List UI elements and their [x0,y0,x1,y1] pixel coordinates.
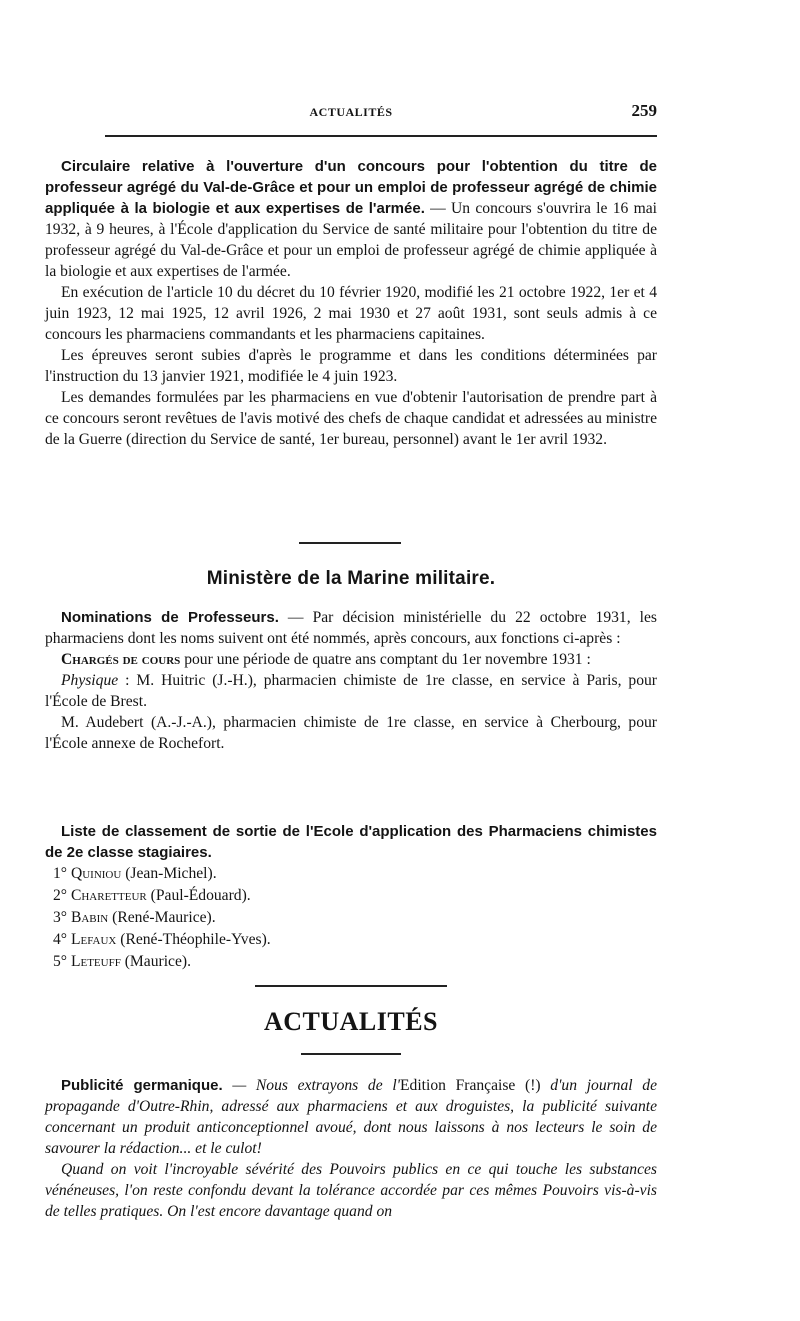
classement-list [53,863,271,973]
marine-section [45,607,657,754]
circulaire-paragraph-2: En exécution de l'article 10 du décret du 10 février 1920, modifié les 21 octobre 1922, 1er et 4 juin 1923, 12 mai 1925, 12 avril 1926, 2 mai 1930 et 27 août 1931, sont seuls admis à ce concours les pharmaciens commandants et les pharmaciens capitaines. [45,284,657,343]
circulaire-lead: Circulaire relative à l'ouverture d'un concours pour l'obtention du titre de professeur agrégé du Val-de-Grâce et pour un emploi de professeur agrégé de chimie appliquée à la biologie et aux expertises de l'armée. [45,158,657,217]
document-page [45,95,658,1220]
section-divider [299,542,401,544]
list-rank: 2° [53,887,68,904]
list-rank: 1° [53,865,68,882]
page-number: 259 [631,101,657,120]
list-item [53,929,271,951]
marine-paragraph-1 [45,607,657,649]
list-name: Quiniou [70,865,122,882]
classement-paragraph [45,821,657,863]
circulaire-paragraph-4: Les demandes formulées par les pharmaciens en vue d'obtenir l'autorisation de prendre part à ce concours seront revêtues de l'avis motivé des chefs de chaque candidat et adressées au ministre de la Guerre (direction du Service de santé, 1er bureau, personnel) avant le 1er avril 1932. [45,389,657,448]
title-underline [301,1053,401,1055]
marine-p1-text: — Par décision ministérielle du 22 octobre 1931, les pharmaciens dont les noms suivent ont été nommés, après concours, aux fonctions ci-après : [45,609,658,647]
charges-paragraph [45,649,657,670]
list-name: Charetteur [70,887,147,904]
list-rank: 3° [53,909,68,926]
list-name: Babin [70,909,109,926]
circulaire-section [45,156,657,450]
publicite-text-a: — Nous extrayons de l' [222,1077,400,1094]
list-item [53,951,271,973]
circulaire-paragraph-1 [45,156,657,282]
list-name: Lefaux [70,931,117,948]
circulaire-paragraph-3: Les épreuves seront subies d'après le programme et dans les conditions déterminées par l'instruction du 13 janvier 1921, modifiée le 4 juin 1923. [45,347,657,385]
list-name: Leteuff [70,953,121,970]
actualites-p2-text: Quand on voit l'incroyable sévérité des Pouvoirs publics en ce qui touche les substances vénéneuses, l'on reste confondu devant la tolérance accordée par ces mêmes Pouvoirs vis-à-vis de telles pratiques. On l'est encore davantage quand on [45,1161,657,1220]
marine-lead: Nominations de Professeurs. [61,609,279,626]
physique-label: Physique [61,672,119,689]
audebert-paragraph: M. Audebert (A.-J.-A.), pharmacien chimiste de 1re classe, en service à Cherbourg, pour l'École annexe de Rochefort. [45,714,657,752]
section-divider-long [255,985,447,987]
list-item [53,863,271,885]
list-item [53,885,271,907]
circulaire-p1-text: — Un concours s'ouvrira le 16 mai 1932, à 9 heures, à l'École d'application du Service de santé militaire pour l'obtention du titre de professeur agrégé du Val-de-Grâce et pour un emploi de professeur agrégé de chimie appliquée à la biologie et aux expertises de l'armée. [45,200,657,280]
actualites-paragraph-1 [45,1075,657,1159]
running-head [45,95,657,121]
classement-section [45,821,657,863]
publicite-text-c: d'un journal de propagande d'Outre-Rhin, adressé aux pharmaciens et aux droguistes, la publicité suivante concernant un produit anticonceptionnel avoué, dont nous laissons à nos lecteurs le soin de savourer la rédaction... et le culot! [45,1077,658,1157]
classement-lead: Liste de classement de sortie de l'Ecole d'application des Pharmaciens chimistes de 2e classe stagiaires. [45,823,657,861]
list-firstnames: (Maurice). [124,953,191,970]
actualites-paragraph-2 [45,1159,657,1222]
physique-paragraph [45,670,657,712]
actualites-section [45,1075,657,1222]
list-firstnames: (Jean-Michel). [125,865,217,882]
list-firstnames: (René-Maurice). [112,909,216,926]
physique-text: : M. Huitric (J.-H.), pharmacien chimiste de 1re classe, en service à Paris, pour l'École de Brest. [45,672,657,710]
header-rule [105,135,657,137]
running-title: ACTUALITÉS [309,105,393,119]
list-firstnames: (René-Théophile-Yves). [120,931,271,948]
publicite-lead: Publicité germanique. [61,1077,223,1094]
edition-francaise: Edition Française (!) [400,1077,541,1094]
marine-title: Ministère de la Marine militaire. [206,568,496,589]
list-firstnames: (Paul-Édouard). [150,887,251,904]
list-rank: 4° [53,931,68,948]
list-rank: 5° [53,953,68,970]
list-item [53,907,271,929]
actualites-title: ACTUALITÉS [263,1007,439,1036]
charges-label: Chargés de cours [61,651,181,668]
charges-text: pour une période de quatre ans comptant du 1er novembre 1931 : [180,651,591,668]
